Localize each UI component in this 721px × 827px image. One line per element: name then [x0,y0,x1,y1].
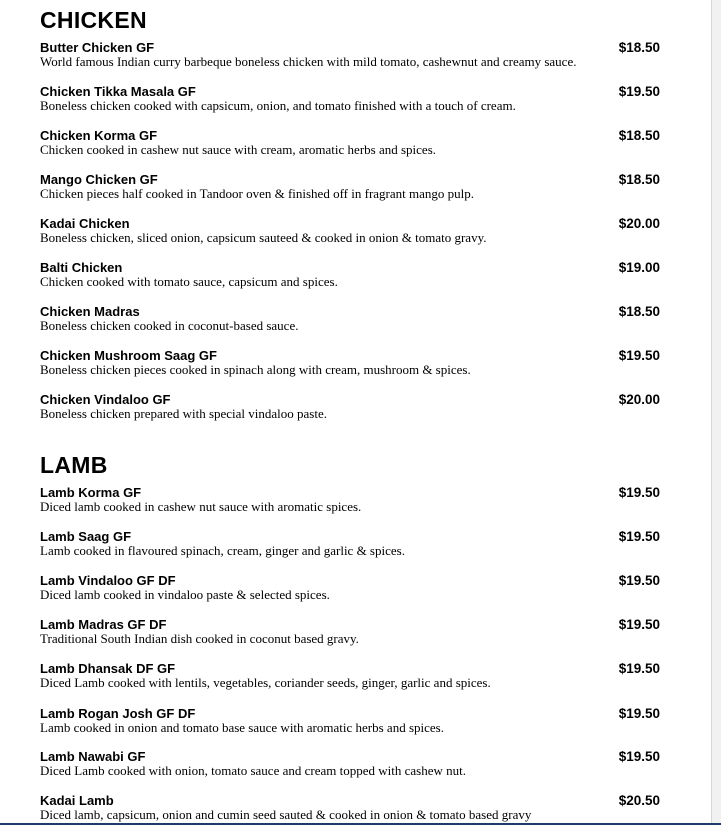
menu-item-price: $20.50 [618,793,660,808]
menu-item-lamb-korma [40,485,660,519]
menu-item-description: Diced Lamb cooked with onion, tomato sauce and cream topped with cashew nut. [40,763,466,778]
menu-item-price: $19.50 [618,573,660,588]
menu-item-price: $18.50 [618,128,660,143]
menu-item-description: Diced Lamb cooked with lentils, vegetables, coriander seeds, ginger, garlic and spices. [40,675,491,690]
menu-item-name: Butter Chicken GF [40,40,155,55]
menu-item-lamb-nawabi [40,749,660,783]
menu-item-description: Boneless chicken prepared with special vindaloo paste. [40,406,327,421]
menu-item-description: Chicken cooked with tomato sauce, capsicum and spices. [40,274,338,289]
menu-item-description: Boneless chicken cooked in coconut-based sauce. [40,318,299,333]
menu-item-name: Lamb Korma GF [40,485,142,500]
menu-item-description: Boneless chicken cooked with capsicum, onion, and tomato finished with a touch of cream. [40,98,516,113]
menu-item-description: Chicken pieces half cooked in Tandoor oven & finished off in fragrant mango pulp. [40,186,474,201]
menu-item-price: $19.50 [618,529,660,544]
menu-item-lamb-dhansak [40,661,660,695]
menu-item-kadai-lamb [40,793,660,827]
menu-item-lamb-saag [40,529,660,563]
menu-item-name: Chicken Vindaloo GF [40,392,171,407]
menu-item-name: Lamb Rogan Josh GF DF [40,706,196,721]
menu-item-description: Lamb cooked in onion and tomato base sauce with aromatic herbs and spices. [40,720,444,735]
menu-item-lamb-vindaloo [40,573,660,607]
menu-item-description: Lamb cooked in flavoured spinach, cream, ginger and garlic & spices. [40,543,405,558]
menu-item-price: $19.50 [618,706,660,721]
menu-item-description: Boneless chicken pieces cooked in spinach along with cream, mushroom & spices. [40,362,471,377]
menu-item-price: $19.50 [618,749,660,764]
menu-item-name: Kadai Lamb [40,793,114,808]
menu-item-lamb-rogan-josh [40,706,660,740]
menu-item-name: Mango Chicken GF [40,172,158,187]
menu-item-price: $20.00 [618,392,660,407]
menu-item-name: Kadai Chicken [40,216,130,231]
menu-item-chicken-korma [40,128,660,162]
menu-item-name: Chicken Korma GF [40,128,158,143]
window-edge [711,0,721,825]
section-title-lamb: LAMB [40,452,108,478]
menu-item-name: Lamb Dhansak DF GF [40,661,176,676]
menu-item-price: $19.50 [618,617,660,632]
menu-item-price: $18.50 [618,40,660,55]
menu-item-name: Lamb Vindaloo GF DF [40,573,176,588]
menu-item-description: Diced lamb cooked in cashew nut sauce with aromatic spices. [40,499,362,514]
menu-item-chicken-tikka-masala [40,84,660,118]
menu-item-name: Chicken Tikka Masala GF [40,84,196,99]
menu-item-price: $20.00 [618,216,660,231]
menu-item-description: Diced lamb cooked in vindaloo paste & selected spices. [40,587,330,602]
menu-item-description: Boneless chicken, sliced onion, capsicum sauteed & cooked in onion & tomato gravy. [40,230,487,245]
menu-item-price: $19.00 [618,260,660,275]
menu-item-chicken-mushroom-saag [40,348,660,382]
menu-item-chicken-vindaloo [40,392,660,426]
menu-item-name: Lamb Madras GF DF [40,617,167,632]
menu-item-chicken-madras [40,304,660,338]
menu-item-name: Chicken Madras [40,304,140,319]
menu-item-mango-chicken [40,172,660,206]
menu-item-price: $18.50 [618,304,660,319]
menu-item-price: $19.50 [618,661,660,676]
menu-item-butter-chicken [40,40,660,74]
menu-item-price: $19.50 [618,84,660,99]
menu-item-name: Lamb Saag GF [40,529,132,544]
menu-item-name: Lamb Nawabi GF [40,749,146,764]
menu-item-balti-chicken [40,260,660,294]
menu-item-description: World famous Indian curry barbeque boneless chicken with mild tomato, cashewnut and creamy sauce. [40,54,577,69]
menu-item-description: Traditional South Indian dish cooked in coconut based gravy. [40,631,359,646]
menu-item-price: $18.50 [618,172,660,187]
menu-item-name: Balti Chicken [40,260,123,275]
menu-item-description: Diced lamb, capsicum, onion and cumin seed sauted & cooked in onion & tomato based gravy [40,807,532,822]
menu-item-lamb-madras [40,617,660,651]
menu-item-name: Chicken Mushroom Saag GF [40,348,217,363]
menu-item-price: $19.50 [618,348,660,363]
menu-item-kadai-chicken [40,216,660,250]
menu-item-description: Chicken cooked in cashew nut sauce with cream, aromatic herbs and spices. [40,142,436,157]
section-title-chicken: CHICKEN [40,7,147,33]
menu-item-price: $19.50 [618,485,660,500]
